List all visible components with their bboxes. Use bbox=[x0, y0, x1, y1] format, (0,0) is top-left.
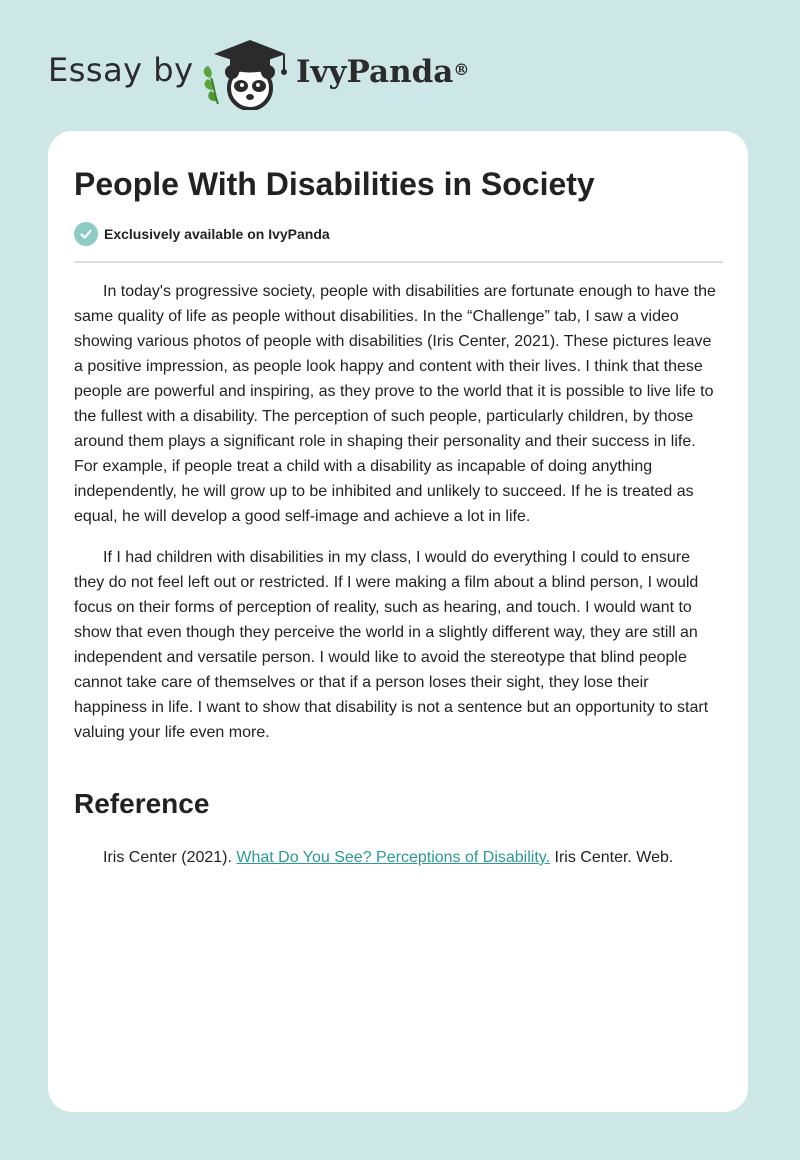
badge-label: Exclusively available on IvyPanda bbox=[104, 226, 330, 242]
essay-card bbox=[48, 131, 748, 1112]
reference-suffix: Iris Center. Web. bbox=[550, 849, 674, 866]
paragraph: If I had children with disabilities in my class, I would do everything I could to ensure they do not feel left out or restricted. If I were making a film about a blind person, I would focus on their forms of perception of reality, such as hearing, and touch. I would want to show that even though they perceive the world in a slightly different way, they are still an independent and versatile person. I would like to avoid the stereotype that blind people cannot take care of themselves or that if a person loses their sight, they lose their happiness in life. I want to show that disability is not a sentence but an opportunity to start valuing your life even more. bbox=[74, 549, 709, 741]
reference-heading: Reference bbox=[74, 788, 210, 819]
essay-body bbox=[74, 279, 724, 761]
brand-prefix: Essay by bbox=[48, 51, 194, 89]
check-icon bbox=[74, 222, 98, 246]
exclusive-badge bbox=[74, 222, 330, 246]
brand-name: IvyPanda® bbox=[296, 54, 470, 90]
page-title: People With Disabilities in Society bbox=[74, 166, 595, 202]
paragraph: In today's progressive society, people with disabilities are fortunate enough to have the same quality of life as people without disabilities. In the “Challenge” tab, I saw a video showing various photos of people with disabilities (Iris Center, 2021). These pictures leave a positive impression, as people look happy and content with their lives. I think that these people are powerful and inspiring, as they prove to the world that it is possible to live life to the fullest with a disability. The perception of such people, particularly children, by those around them plays a significant role in shaping their personality and their success in life. For example, if people treat a child with a disability as incapable of doing anything independently, he will grow up to be inhibited and unlikely to succeed. If he is treated as equal, he will develop a good self-image and achieve a lot in life. bbox=[74, 283, 716, 525]
reference-link[interactable]: What Do You See? Perceptions of Disability. bbox=[236, 849, 551, 866]
panda-graduate-icon bbox=[200, 34, 296, 110]
registered-mark: ® bbox=[453, 60, 470, 79]
reference-prefix: Iris Center (2021). bbox=[103, 849, 237, 866]
reference-entry bbox=[103, 845, 673, 870]
divider bbox=[74, 261, 723, 263]
site-header bbox=[0, 0, 800, 120]
